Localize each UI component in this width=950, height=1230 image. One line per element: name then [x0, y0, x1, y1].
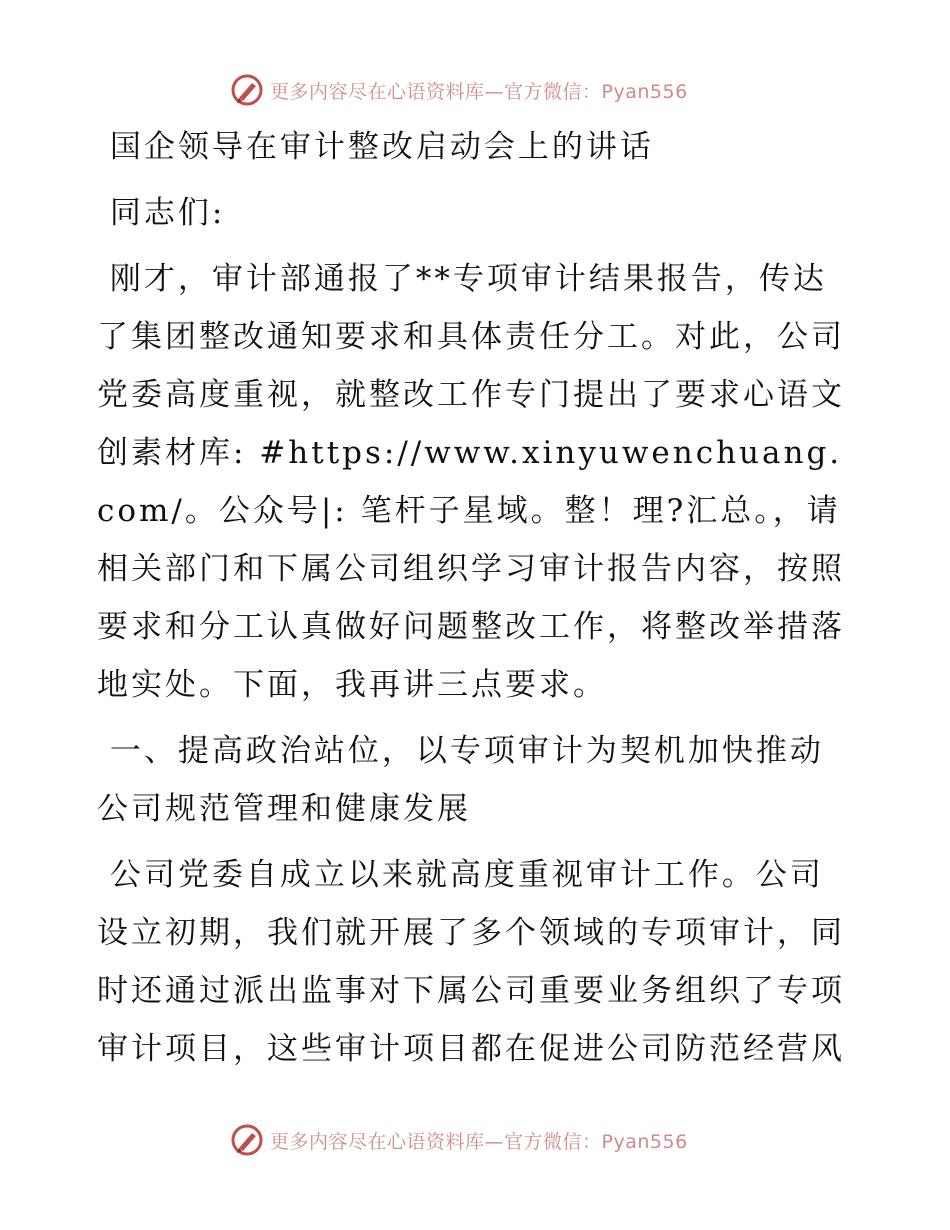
pen-logo-icon — [230, 1123, 264, 1157]
watermark-text: 更多内容尽在心语资料库—官方微信：Pyan556 — [270, 1130, 688, 1153]
document-body — [97, 118, 857, 1078]
watermark-text: 更多内容尽在心语资料库—官方微信：Pyan556 — [270, 80, 688, 103]
pen-logo-icon — [230, 73, 264, 107]
watermark-banner-bottom — [230, 1120, 730, 1160]
section-heading-1: 一、提高政治站位，以专项审计为契机加快推动公司规范管理和健康发展 — [97, 733, 824, 827]
paragraph-1: 刚才，审计部通报了**专项审计结果报告，传达了集团整改通知要求和具体责任分工。对此，公司党委高度重视，就整改工作专门提出了要求心语文创素材库: #https://www.xinyuwenchuang.com/。公众号|: 笔杆子星域。整！理?汇总。，请相关部门和下属公司组织学习审计报告内容，按照要求和分工认真做好问题整改工作，将整改举措落地实处。下面，我再讲三点要求。 — [97, 261, 845, 703]
document-title: 国企领导在审计整改启动会上的讲话 — [97, 129, 654, 165]
salutation: 同志们: — [97, 195, 226, 231]
paragraph-2: 公司党委自成立以来就高度重视审计工作。公司设立初期，我们就开展了多个领域的专项审计，同时还通过派出监事对下属公司重要业务组织了专项审计项目，这些审计项目都在促进公司防范经营风 — [97, 857, 845, 1067]
watermark-banner-top — [230, 70, 730, 110]
